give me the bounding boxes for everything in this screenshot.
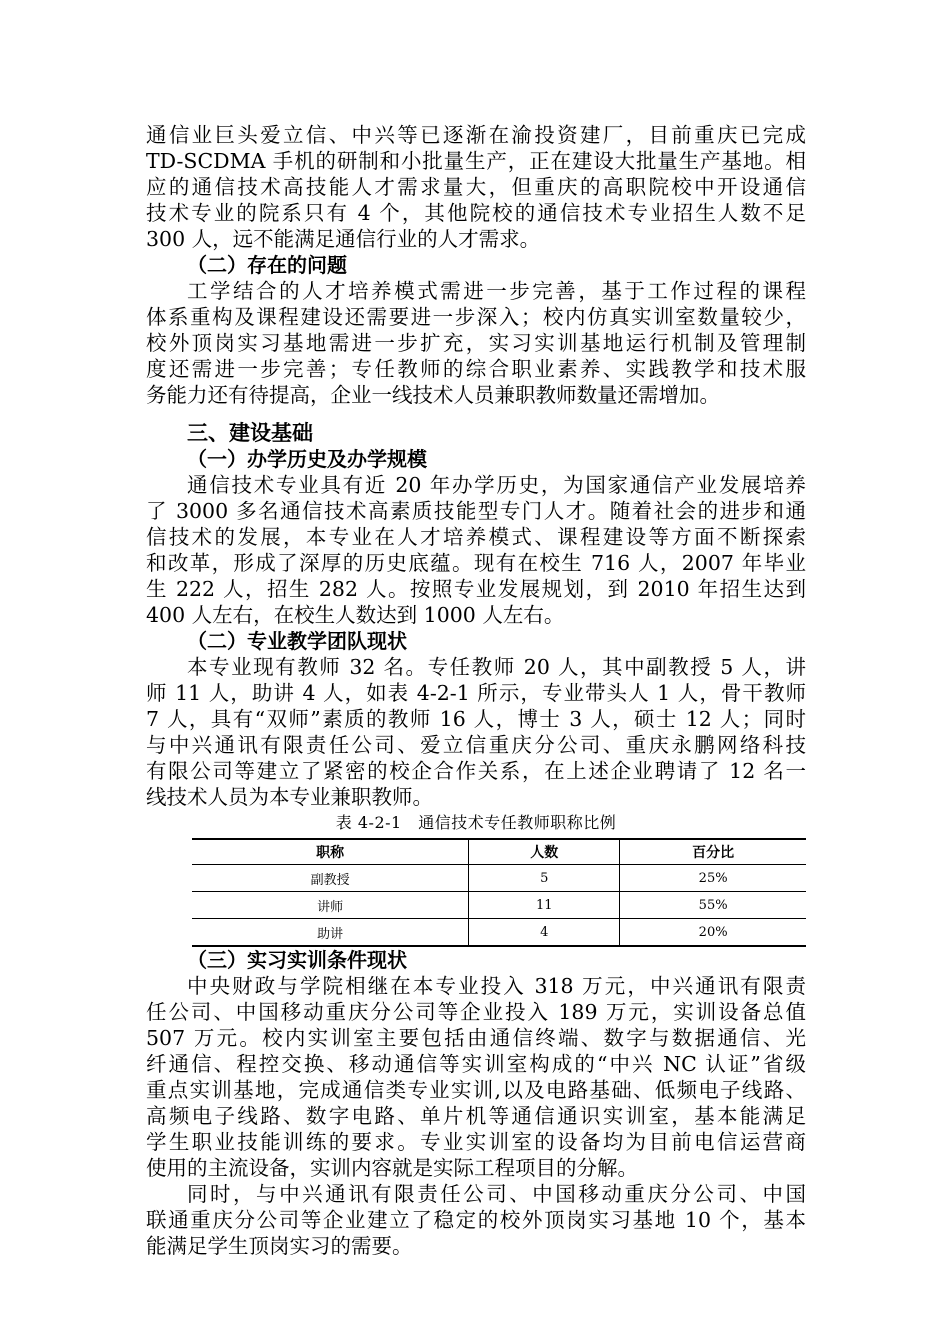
cell-title: 助讲 [192,919,469,947]
table-header-row [192,839,806,865]
paragraph-problems [146,278,806,408]
header-count: 人数 [469,839,620,865]
text-line: 体系重构及课程建设还需要进一步深入；校内仿真实训室数量较少， [146,305,806,329]
title-ratio-table [192,838,806,947]
cell-percent: 20% [620,919,806,947]
header-percent: 百分比 [620,839,806,865]
table-row [192,865,806,892]
paragraph-history [146,472,806,628]
heading-team: （二）专业教学团队现状 [187,629,407,653]
text-line: 400 人左右，在校生人数达到 1000 人左右。 [146,603,565,627]
text-line: 了 3000 多名通信技术高素质技能型专门人才。随着社会的进步和通 [146,499,806,523]
cell-percent: 25% [620,865,806,892]
text-line: 线技术人员为本专业兼职教师。 [146,785,433,809]
text-line: 7 人，具有“双师”素质的教师 16 人，博士 3 人，硕士 12 人；同时 [146,707,806,731]
table-row [192,892,806,919]
text-line: 能满足学生顶岗实习的需要。 [146,1234,413,1258]
text-line: 技术专业的院系只有 4 个，其他院校的通信技术专业招生人数不足 [146,201,806,225]
heading-problems: （二）存在的问题 [187,253,347,277]
text-line: 生 222 人，招生 282 人。按照专业发展规划，到 2010 年招生达到 [146,577,806,601]
text-line: 本专业现有教师 32 名。专任教师 20 人，其中副教授 5 人，讲 [187,655,806,679]
text-line: 有限公司等建立了紧密的校企合作关系，在上述企业聘请了 12 名一 [146,759,806,783]
paragraph-bases [146,1181,806,1259]
text-line: 同时，与中兴通讯有限责任公司、中国移动重庆分公司、中国 [187,1182,806,1206]
text-line: 学生职业技能训练的要求。专业实训室的设备均为目前电信运营商 [146,1130,806,1154]
heading-training: （三）实习实训条件现状 [187,948,407,972]
text-line: 务能力还有待提高，企业一线技术人员兼职教师数量还需增加。 [146,383,720,407]
text-line: TD-SCDMA 手机的研制和小批量生产，正在建设大批量生产基地。相 [146,149,806,173]
text-line: 通信业巨头爱立信、中兴等已逐渐在渝投资建厂，目前重庆已完成 [146,123,806,147]
text-line: 任公司、中国移动重庆分公司等企业投入 189 万元，实训设备总值 [146,1000,806,1024]
cell-count: 5 [469,865,620,892]
text-line: 高频电子线路、数字电路、单片机等通信通识实训室，基本能满足 [146,1104,806,1128]
heading-foundation: 三、建设基础 [187,421,313,445]
document-page [146,122,806,1259]
table-row [192,919,806,947]
text-line: 联通重庆分公司等企业建立了稳定的校外顶岗实习基地 10 个，基本 [146,1208,806,1232]
header-title: 职称 [192,839,469,865]
paragraph-team [146,654,806,810]
text-line: 使用的主流设备，实训内容就是实际工程项目的分解。 [146,1156,638,1180]
text-line: 507 万元。校内实训室主要包括由通信终端、数字与数据通信、光 [146,1026,806,1050]
cell-count: 4 [469,919,620,947]
paragraph-training [146,973,806,1181]
text-line: 师 11 人，助讲 4 人，如表 4-2-1 所示，专业带头人 1 人，骨干教师 [146,681,806,705]
text-line: 和改革，形成了深厚的历史底蕴。现有在校生 716 人，2007 年毕业 [146,551,806,575]
text-line: 通信技术专业具有近 20 年办学历史，为国家通信产业发展培养 [187,473,806,497]
text-line: 300 人，远不能满足通信行业的人才需求。 [146,227,541,251]
cell-count: 11 [469,892,620,919]
cell-percent: 55% [620,892,806,919]
cell-title: 讲师 [192,892,469,919]
cell-title: 副教授 [192,865,469,892]
paragraph-intro [146,122,806,252]
text-line: 应的通信技术高技能人才需求量大，但重庆的高职院校中开设通信 [146,175,806,199]
table-caption: 表 4-2-1 通信技术专任教师职称比例 [335,813,617,832]
text-line: 校外顶岗实习基地需进一步扩充，实习实训基地运行机制及管理制 [146,331,806,355]
text-line: 度还需进一步完善；专任教师的综合职业素养、实践教学和技术服 [146,357,806,381]
heading-history: （一）办学历史及办学规模 [187,447,427,471]
text-line: 重点实训基地，完成通信类专业实训,以及电路基础、低频电子线路、 [146,1078,806,1102]
text-line: 工学结合的人才培养模式需进一步完善，基于工作过程的课程 [187,279,806,303]
text-line: 与中兴通讯有限责任公司、爱立信重庆分公司、重庆永鹏网络科技 [146,733,806,757]
text-line: 纤通信、程控交换、移动通信等实训室构成的“中兴 NC 认证”省级 [146,1052,806,1076]
text-line: 中央财政与学院相继在本专业投入 318 万元，中兴通讯有限责 [187,974,806,998]
text-line: 信技术的发展，本专业在人才培养模式、课程建设等方面不断探索 [146,525,806,549]
